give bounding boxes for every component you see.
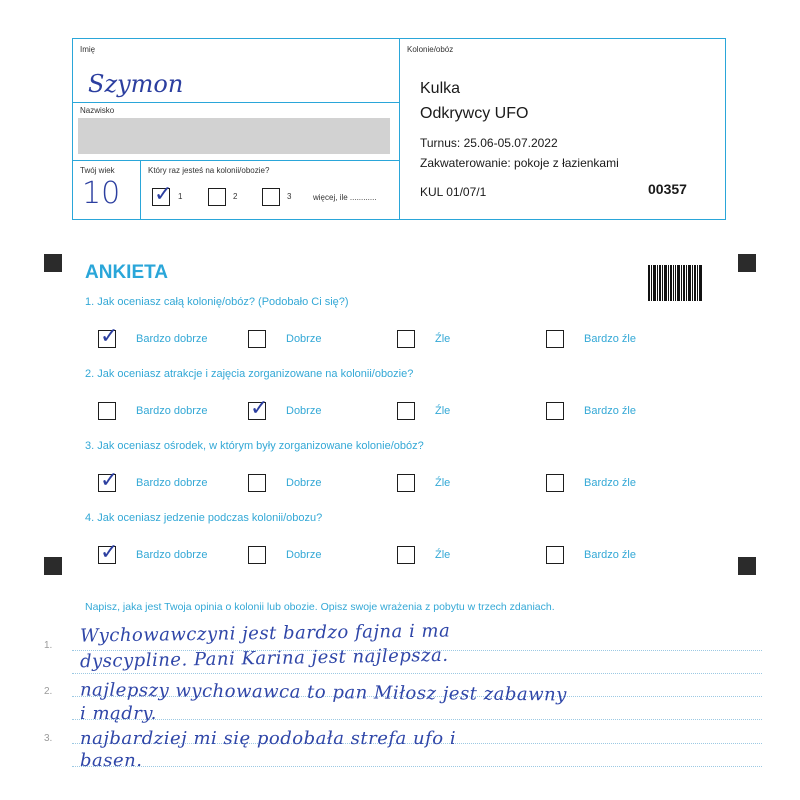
ktory-raz-label: Który raz jesteś na kolonii/obozie? xyxy=(148,166,270,175)
question-1-checkbox-3[interactable] xyxy=(397,330,415,348)
question-3-option-2-label: Dobrze xyxy=(286,477,322,489)
question-2-checkbox-1[interactable] xyxy=(98,402,116,420)
question-3-check-icon: ✓ xyxy=(100,468,119,493)
camp-code: KUL 01/07/1 xyxy=(420,185,487,199)
question-2-checkbox-4[interactable] xyxy=(546,402,564,420)
question-2-text: 2. Jak oceniasz atrakcje i zajęcia zorganizowane na kolonii/obozie? xyxy=(85,368,414,380)
visit-1-check-icon: ✓ xyxy=(154,182,173,207)
question-1-checkbox-4[interactable] xyxy=(546,330,564,348)
question-4-checkbox-4[interactable] xyxy=(546,546,564,564)
question-4-option-4-label: Bardzo źle xyxy=(584,549,636,561)
question-2-option-1-label: Bardzo dobrze xyxy=(136,405,208,417)
line-number-1: 1. xyxy=(44,640,53,651)
wiek-value[interactable]: 10 xyxy=(82,176,121,211)
survey-title: ANKIETA xyxy=(85,262,169,283)
visit-option-1: 1 xyxy=(178,192,183,201)
opinion-prompt: Napisz, jaka jest Twoja opinia o kolonii lub obozie. Opisz swoje wrażenia z pobytu w trzech zdaniach. xyxy=(85,601,555,613)
registration-marker-bottom-right xyxy=(738,557,756,575)
registration-marker-bottom-left xyxy=(44,557,62,575)
line-number-2: 2. xyxy=(44,686,53,697)
divider-wiek xyxy=(72,160,400,161)
writing-line-2b xyxy=(72,719,762,720)
question-1-text: 1. Jak oceniasz całą kolonię/obóz? (Podobało Ci się?) xyxy=(85,296,349,308)
barcode-icon xyxy=(648,265,702,301)
question-3-checkbox-4[interactable] xyxy=(546,474,564,492)
question-1-option-4-label: Bardzo źle xyxy=(584,333,636,345)
nazwisko-label: Nazwisko xyxy=(80,106,115,115)
registration-marker-top-right xyxy=(738,254,756,272)
turnus-text: Turnus: 25.06-05.07.2022 xyxy=(420,136,558,150)
question-1-checkbox-2[interactable] xyxy=(248,330,266,348)
handwriting-line-3[interactable]: najlepszy wychowawca to pan Miłosz jest zabawny xyxy=(79,679,567,706)
question-2-checkbox-3[interactable] xyxy=(397,402,415,420)
camp-name: Kulka xyxy=(420,80,461,97)
question-4-checkbox-3[interactable] xyxy=(397,546,415,564)
question-1-option-2-label: Dobrze xyxy=(286,333,322,345)
form-number: 00357 xyxy=(648,181,687,197)
question-1-check-icon: ✓ xyxy=(100,324,119,349)
zakwaterowanie-text: Zakwaterowanie: pokoje z łazienkami xyxy=(420,156,619,170)
registration-marker-top-left xyxy=(44,254,62,272)
divider-wiek-vertical xyxy=(140,160,141,220)
handwriting-line-6[interactable]: basen. xyxy=(80,750,143,771)
visit-option-3: 3 xyxy=(287,192,292,201)
question-2-option-2-label: Dobrze xyxy=(286,405,322,417)
visit-checkbox-2[interactable] xyxy=(208,188,226,206)
question-3-option-3-label: Źle xyxy=(435,477,451,489)
imie-label: Imię xyxy=(80,45,96,54)
writing-line-1b xyxy=(72,673,762,674)
question-3-text: 3. Jak oceniasz ośrodek, w którym były zorganizowane kolonie/obóz? xyxy=(85,440,424,452)
visit-option-2: 2 xyxy=(233,192,238,201)
question-4-checkbox-2[interactable] xyxy=(248,546,266,564)
question-2-option-3-label: Źle xyxy=(435,405,451,417)
question-4-text: 4. Jak oceniasz jedzenie podczas kolonii/obozu? xyxy=(85,512,323,524)
kolonie-label: Kolonie/obóz xyxy=(407,45,454,54)
question-4-option-3-label: Źle xyxy=(435,549,451,561)
writing-line-3b xyxy=(72,766,762,767)
line-number-3: 3. xyxy=(44,733,53,744)
question-2-check-icon: ✓ xyxy=(250,396,269,421)
visit-checkbox-3[interactable] xyxy=(262,188,280,206)
handwriting-line-2[interactable]: dyscypline. Pani Karina jest najlepsza. xyxy=(79,644,449,673)
handwriting-line-4[interactable]: i mądry. xyxy=(80,703,157,724)
divider-nazwisko xyxy=(72,102,400,103)
question-1-option-3-label: Źle xyxy=(435,333,451,345)
handwriting-line-5[interactable]: najbardziej mi się podobała strefa ufo i xyxy=(80,728,457,749)
wiek-label: Twój wiek xyxy=(80,166,115,175)
question-4-option-1-label: Bardzo dobrze xyxy=(136,549,208,561)
question-3-option-1-label: Bardzo dobrze xyxy=(136,477,208,489)
question-3-option-4-label: Bardzo źle xyxy=(584,477,636,489)
imie-value[interactable]: Szymon xyxy=(88,70,184,98)
question-3-checkbox-3[interactable] xyxy=(397,474,415,492)
question-4-option-2-label: Dobrze xyxy=(286,549,322,561)
camp-theme: Odkrywcy UFO xyxy=(420,105,529,122)
nazwisko-redacted xyxy=(78,118,390,154)
question-2-option-4-label: Bardzo źle xyxy=(584,405,636,417)
question-4-check-icon: ✓ xyxy=(100,540,119,565)
wiecej-label: więcej, ile ............ xyxy=(313,193,377,202)
handwriting-line-1[interactable]: Wychowawczyni jest bardzo fajna i ma xyxy=(79,620,451,647)
question-3-checkbox-2[interactable] xyxy=(248,474,266,492)
question-1-option-1-label: Bardzo dobrze xyxy=(136,333,208,345)
